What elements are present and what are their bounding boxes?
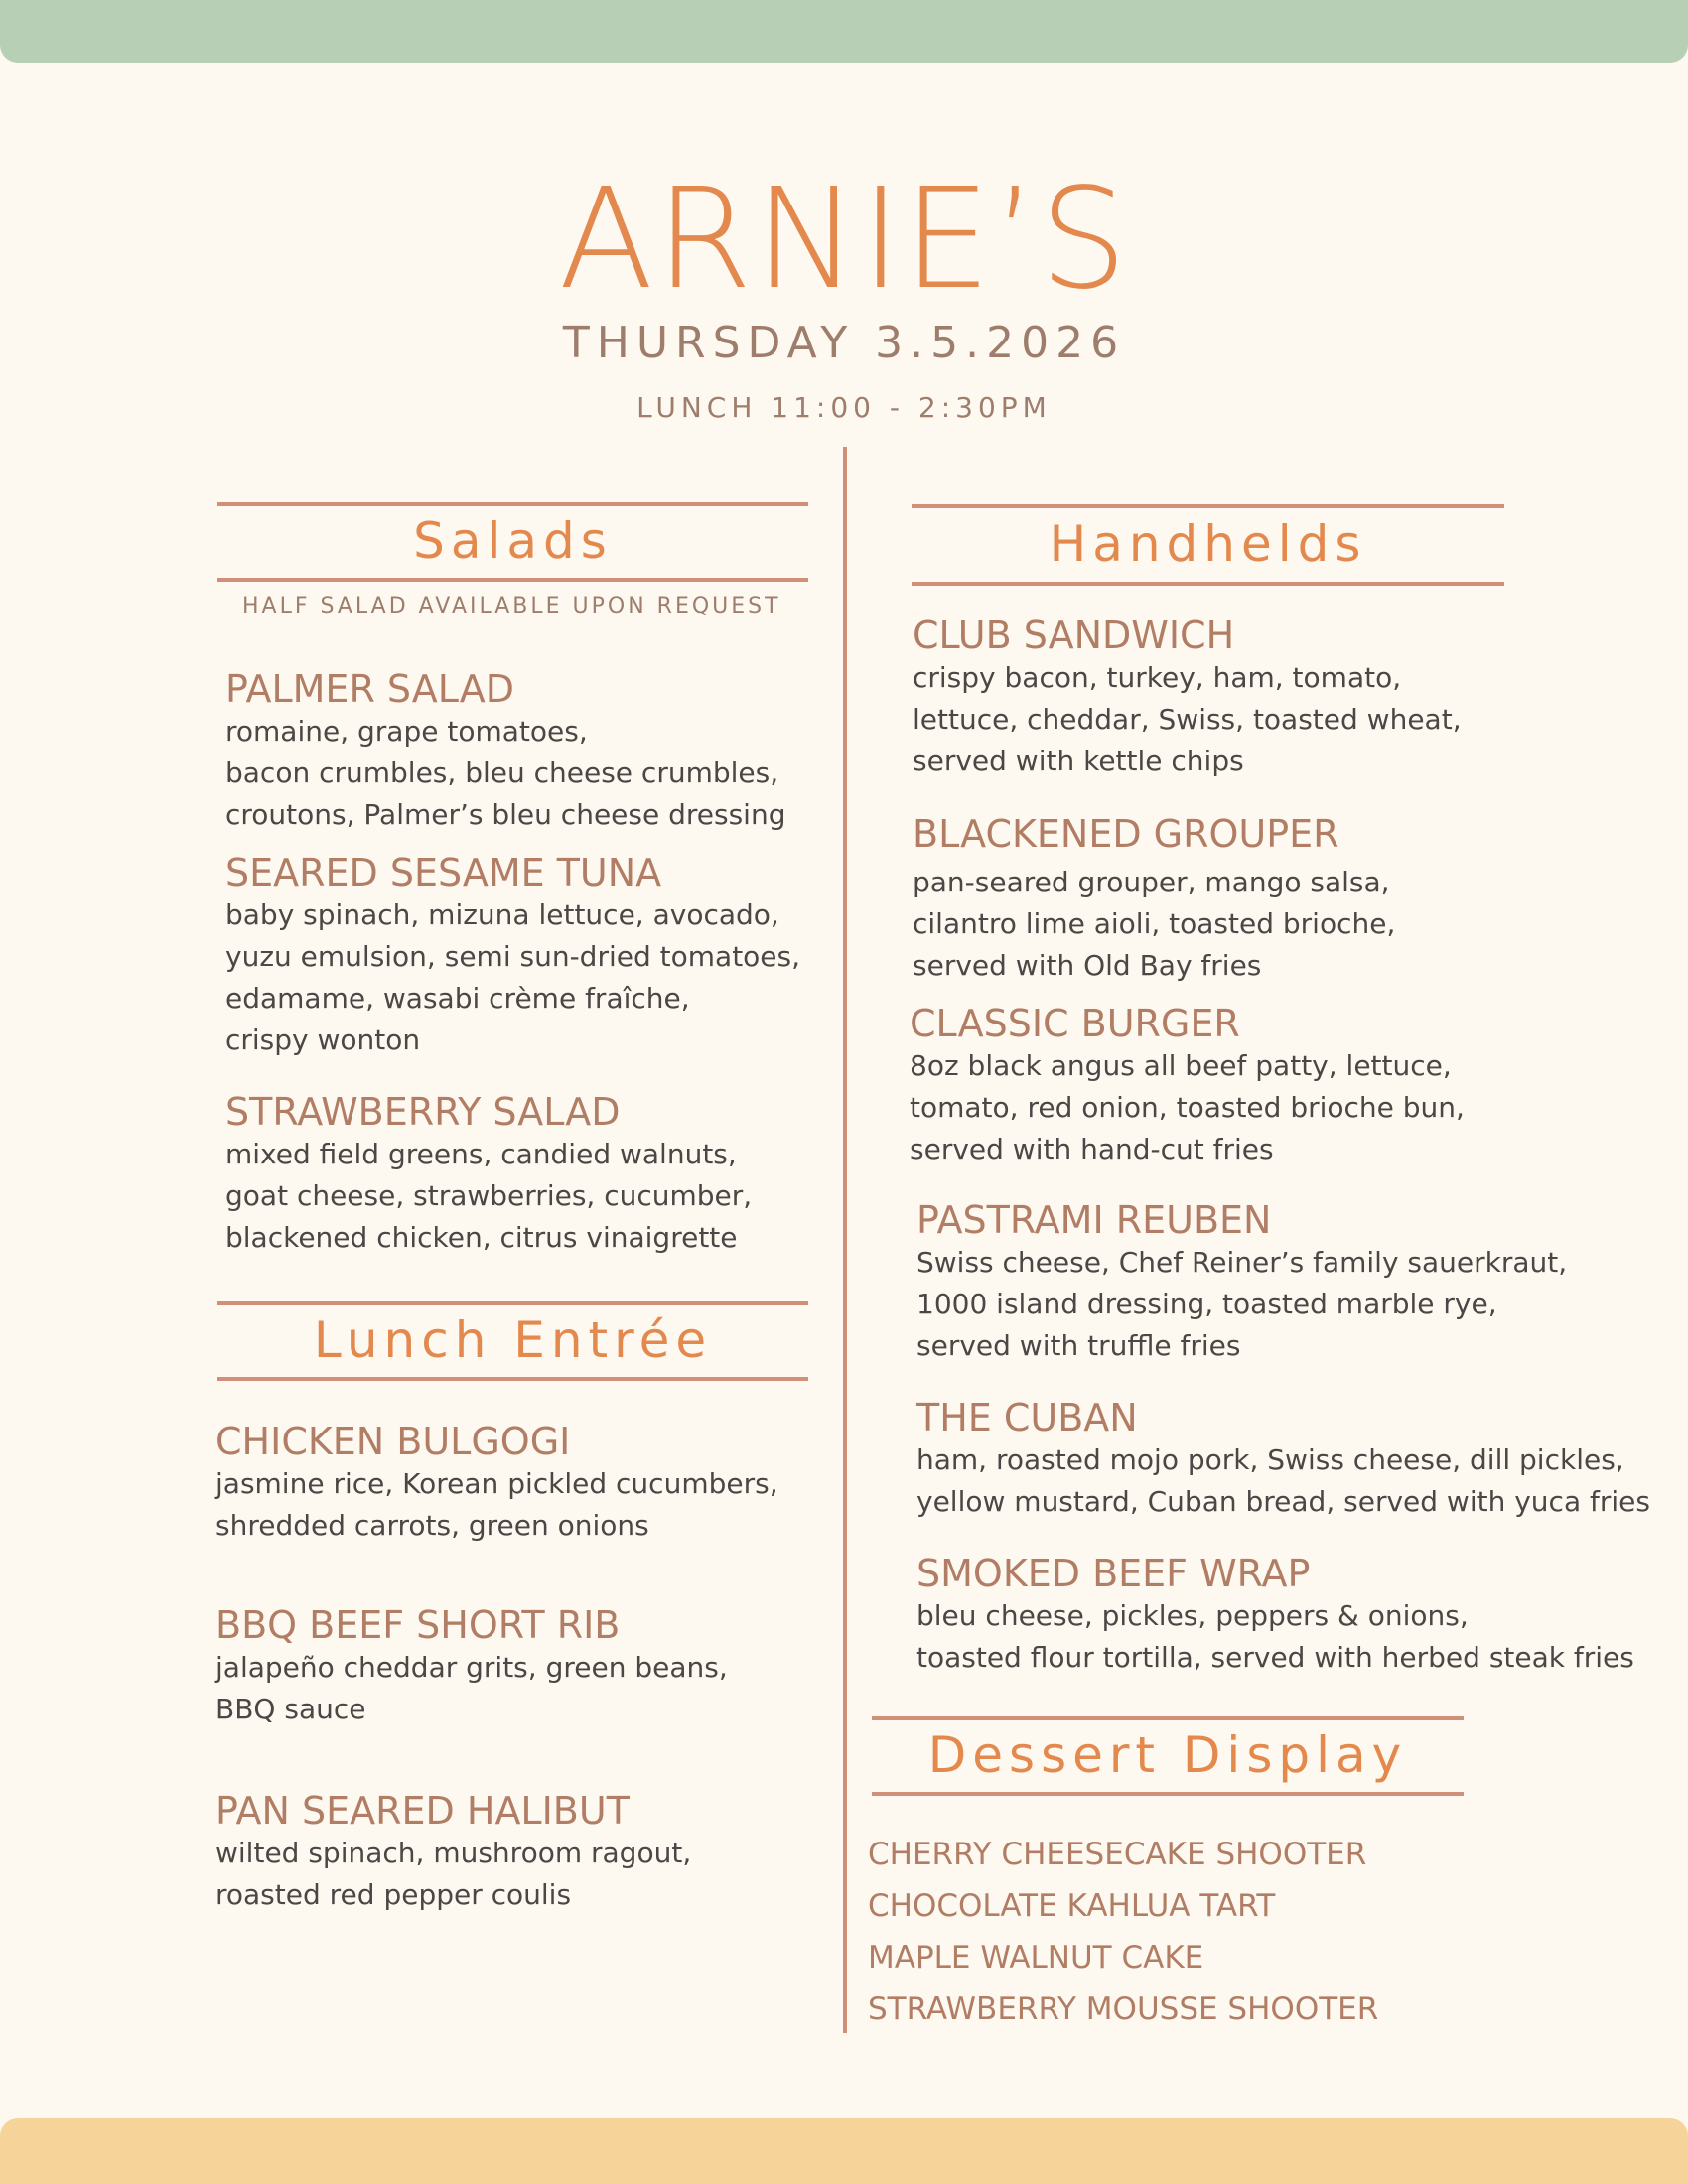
item-name: PALMER SALAD <box>225 667 515 711</box>
menu-item-the-cuban <box>916 1396 1650 1523</box>
salads-header <box>217 502 808 582</box>
dessert-item: CHERRY CHEESECAKE SHOOTER <box>868 1837 1367 1872</box>
top-band <box>0 0 1688 63</box>
salads-title: Salads <box>413 512 613 570</box>
lunch-hours: LUNCH 11:00 - 2:30PM <box>636 391 1052 424</box>
handhelds-header <box>912 504 1504 586</box>
item-desc: ham, roasted mojo pork, Swiss cheese, dill pickles, <box>916 1443 1624 1476</box>
item-desc: jalapeño cheddar grits, green beans, <box>215 1651 728 1684</box>
item-desc: crispy bacon, turkey, ham, tomato, <box>913 661 1402 694</box>
menu-item-pan-seared-halibut <box>215 1789 691 1916</box>
item-desc: croutons, Palmer’s bleu cheese dressing <box>225 798 786 831</box>
item-desc: shredded carrots, green onions <box>215 1509 649 1542</box>
menu-item-club-sandwich <box>913 614 1462 782</box>
item-desc: 1000 island dressing, toasted marble rye, <box>916 1288 1497 1320</box>
dessert-header <box>872 1716 1464 1796</box>
item-desc: lettuce, cheddar, Swiss, toasted wheat, <box>913 703 1462 736</box>
item-desc: bacon crumbles, bleu cheese crumbles, <box>225 756 779 789</box>
item-desc: baby spinach, mizuna lettuce, avocado, <box>225 898 779 931</box>
menu-item-chicken-bulgogi <box>215 1420 778 1547</box>
item-desc: served with truffle fries <box>916 1329 1241 1362</box>
item-name: BBQ BEEF SHORT RIB <box>215 1603 621 1647</box>
item-name: PAN SEARED HALIBUT <box>215 1789 630 1833</box>
item-desc: yellow mustard, Cuban bread, served with yuca fries <box>916 1485 1650 1518</box>
salads-note: HALF SALAD AVAILABLE UPON REQUEST <box>242 594 781 618</box>
bottom-band <box>0 2118 1688 2184</box>
item-desc: blackened chicken, citrus vinaigrette <box>225 1221 738 1254</box>
menu-item-seared-sesame-tuna <box>225 851 800 1061</box>
item-desc: served with hand-cut fries <box>910 1133 1274 1165</box>
item-name: SMOKED BEEF WRAP <box>916 1552 1311 1595</box>
dessert-title: Dessert Display <box>927 1726 1408 1784</box>
item-desc: pan-seared grouper, mango salsa, <box>913 866 1390 898</box>
item-name: THE CUBAN <box>916 1396 1138 1439</box>
item-desc: served with Old Bay fries <box>913 949 1262 982</box>
item-name: CLASSIC BURGER <box>910 1002 1240 1045</box>
item-desc: crispy wonton <box>225 1024 421 1056</box>
item-name: CLUB SANDWICH <box>913 614 1235 657</box>
item-desc: toasted flour tortilla, served with herbed steak fries <box>916 1641 1634 1674</box>
item-desc: Swiss cheese, Chef Reiner’s family sauerkraut, <box>916 1246 1568 1279</box>
entree-header <box>217 1301 808 1381</box>
item-name: SEARED SESAME TUNA <box>225 851 662 894</box>
item-desc: wilted spinach, mushroom ragout, <box>215 1837 692 1869</box>
item-desc: cilantro lime aioli, toasted brioche, <box>913 907 1396 940</box>
menu-item-palmer-salad <box>225 667 785 836</box>
item-desc: served with kettle chips <box>913 745 1244 777</box>
item-name: PASTRAMI REUBEN <box>916 1198 1272 1242</box>
handhelds-title: Handhelds <box>1049 515 1367 573</box>
item-name: BLACKENED GROUPER <box>913 812 1339 856</box>
item-desc: romaine, grape tomatoes, <box>225 715 588 748</box>
item-desc: bleu cheese, pickles, peppers & onions, <box>916 1599 1469 1632</box>
dessert-item: CHOCOLATE KAHLUA TART <box>868 1888 1276 1924</box>
menu-item-smoked-beef-wrap <box>916 1552 1634 1679</box>
dessert-item: STRAWBERRY MOUSSE SHOOTER <box>868 1991 1379 2027</box>
item-desc: tomato, red onion, toasted brioche bun, <box>910 1091 1465 1124</box>
item-desc: edamame, wasabi crème fraîche, <box>225 982 690 1015</box>
item-desc: mixed field greens, candied walnuts, <box>225 1138 737 1170</box>
item-name: CHICKEN BULGOGI <box>215 1420 571 1463</box>
menu-date: THURSDAY 3.5.2026 <box>562 318 1126 368</box>
item-desc: BBQ sauce <box>215 1693 366 1725</box>
item-desc: yuzu emulsion, semi sun-dried tomatoes, <box>225 940 801 973</box>
item-desc: 8oz black angus all beef patty, lettuce, <box>910 1049 1452 1082</box>
restaurant-name: ARNIE’S <box>558 159 1130 321</box>
column-divider <box>843 447 847 2033</box>
menu-item-pastrami-reuben <box>916 1198 1567 1367</box>
menu-item-classic-burger <box>910 1002 1465 1170</box>
item-name: STRAWBERRY SALAD <box>225 1090 621 1134</box>
menu-item-blackened-grouper <box>913 812 1395 987</box>
dessert-item: MAPLE WALNUT CAKE <box>868 1940 1204 1976</box>
item-desc: goat cheese, strawberries, cucumber, <box>225 1179 753 1212</box>
menu-item-strawberry-salad <box>225 1090 752 1259</box>
menu-item-bbq-beef-short-rib <box>215 1603 728 1730</box>
item-desc: jasmine rice, Korean pickled cucumbers, <box>215 1467 778 1500</box>
item-desc: roasted red pepper coulis <box>215 1878 572 1911</box>
entree-title: Lunch Entrée <box>313 1311 713 1369</box>
